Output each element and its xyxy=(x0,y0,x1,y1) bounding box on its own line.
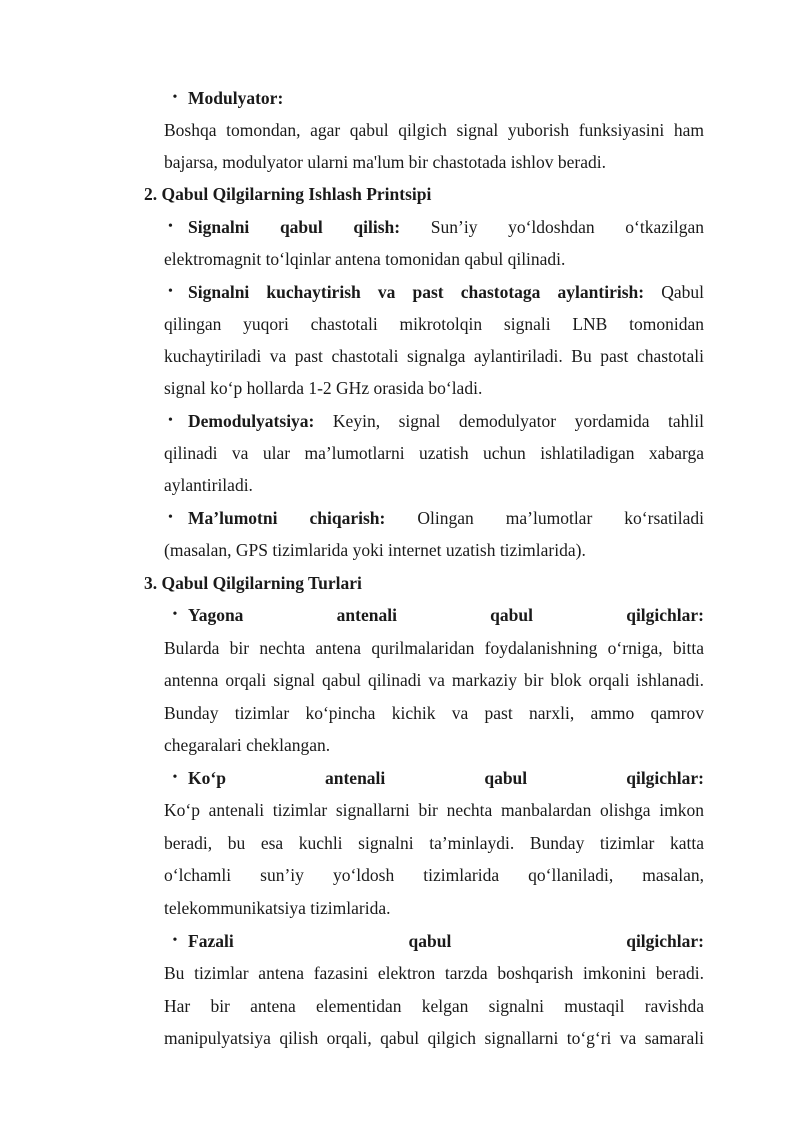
bullet-signal-amplify xyxy=(168,281,704,303)
bullet-phased xyxy=(172,930,704,952)
bullet-term: Ko‘p antenali qabul qilgichlar: xyxy=(188,768,704,788)
bullet-term: Modulyator: xyxy=(188,88,284,108)
paragraph-line: antenna orqali signal qabul qilinadi va markaziy bir blok orqali ishlanadi. xyxy=(164,670,704,690)
bullet-dot: • xyxy=(172,90,178,105)
paragraph-line: aylantiriladi. xyxy=(164,475,253,495)
bullet-dot: • xyxy=(168,413,173,428)
section-heading: 3. Qabul Qilgilarning Turlari xyxy=(144,573,362,593)
bullet-dot: • xyxy=(168,510,173,525)
paragraph-line: signal ko‘p hollarda 1-2 GHz orasida bo‘ladi. xyxy=(164,378,483,398)
paragraph-line: manipulyatsiya qilish orqali, qabul qilgich signallarni to‘g‘ri va samarali xyxy=(164,1028,704,1048)
bullet-term: Signalni kuchaytirish va past chastotaga aylantirish: xyxy=(188,282,645,302)
bullet-text: Keyin, signal demodulyator yordamida tahlil xyxy=(314,411,704,431)
bullet-data-output xyxy=(168,507,704,529)
paragraph-line: bajarsa, modulyator ularni ma'lum bir chastotada ishlov beradi. xyxy=(164,152,606,172)
bullet-dot: • xyxy=(172,770,178,785)
paragraph-line: elektromagnit to‘lqinlar antena tomonidan qabul qilinadi. xyxy=(164,249,566,269)
paragraph-line: qilingan yuqori chastotali mikrotolqin signali LNB tomonidan xyxy=(164,314,704,334)
bullet-dot: • xyxy=(168,219,173,234)
bullet-dot: • xyxy=(168,284,173,299)
paragraph-line: qilinadi va ular ma’lumotlarni uzatish uchun ishlatiladigan xabarga xyxy=(164,443,704,463)
section-heading: 2. Qabul Qilgilarning Ishlash Printsipi xyxy=(144,184,432,204)
bullet-text: Sun’iy yo‘ldoshdan o‘tkazilgan xyxy=(400,217,704,237)
bullet-dot: • xyxy=(172,607,178,622)
bullet-signal-receive xyxy=(168,216,704,238)
paragraph-line: Bu tizimlar antena fazasini elektron tarzda boshqarish imkonini beradi. xyxy=(164,963,704,983)
bullet-term: Demodulyatsiya: xyxy=(188,411,315,431)
paragraph-line: Ko‘p antenali tizimlar signallarni bir nechta manbalardan olishga imkon xyxy=(164,800,704,820)
bullet-term: Yagona antenali qabul qilgichlar: xyxy=(188,605,704,625)
paragraph-line: chegaralari cheklangan. xyxy=(164,735,331,755)
bullet-term: Signalni qabul qilish: xyxy=(188,217,401,237)
paragraph-line: beradi, bu esa kuchli signalni ta’minlaydi. Bunday tizimlar katta xyxy=(164,833,704,853)
bullet-multi-antenna xyxy=(172,767,704,789)
bullet-demodulation xyxy=(168,410,704,432)
paragraph-line: Boshqa tomondan, agar qabul qilgich signal yuborish funksiyasini ham xyxy=(164,120,704,140)
bullet-term: Ma’lumotni chiqarish: xyxy=(188,508,386,528)
paragraph-line: (masalan, GPS tizimlarida yoki internet uzatish tizimlarida). xyxy=(164,540,586,560)
paragraph-line: telekommunikatsiya tizimlarida. xyxy=(164,898,391,918)
bullet-single-antenna xyxy=(172,604,704,626)
paragraph-line: kuchaytiriladi va past chastotali signalga aylantiriladi. Bu past chastotali xyxy=(164,346,704,366)
paragraph-line: Har bir antena elementidan kelgan signalni mustaqil ravishda xyxy=(164,996,704,1016)
bullet-modulyator xyxy=(172,87,704,109)
paragraph-line: o‘lchamli sun’iy yo‘ldosh tizimlarida qo‘llaniladi, masalan, xyxy=(164,865,704,885)
paragraph-line: Bunday tizimlar ko‘pincha kichik va past narxli, ammo qamrov xyxy=(164,703,704,723)
bullet-text: Olingan ma’lumotlar ko‘rsatiladi xyxy=(385,508,704,528)
paragraph-line: Bularda bir nechta antena qurilmalaridan foydalanishning o‘rniga, bitta xyxy=(164,638,704,658)
bullet-term: Fazali qabul qilgichlar: xyxy=(188,931,704,951)
bullet-dot: • xyxy=(172,933,178,948)
bullet-text: Qabul xyxy=(644,282,704,302)
